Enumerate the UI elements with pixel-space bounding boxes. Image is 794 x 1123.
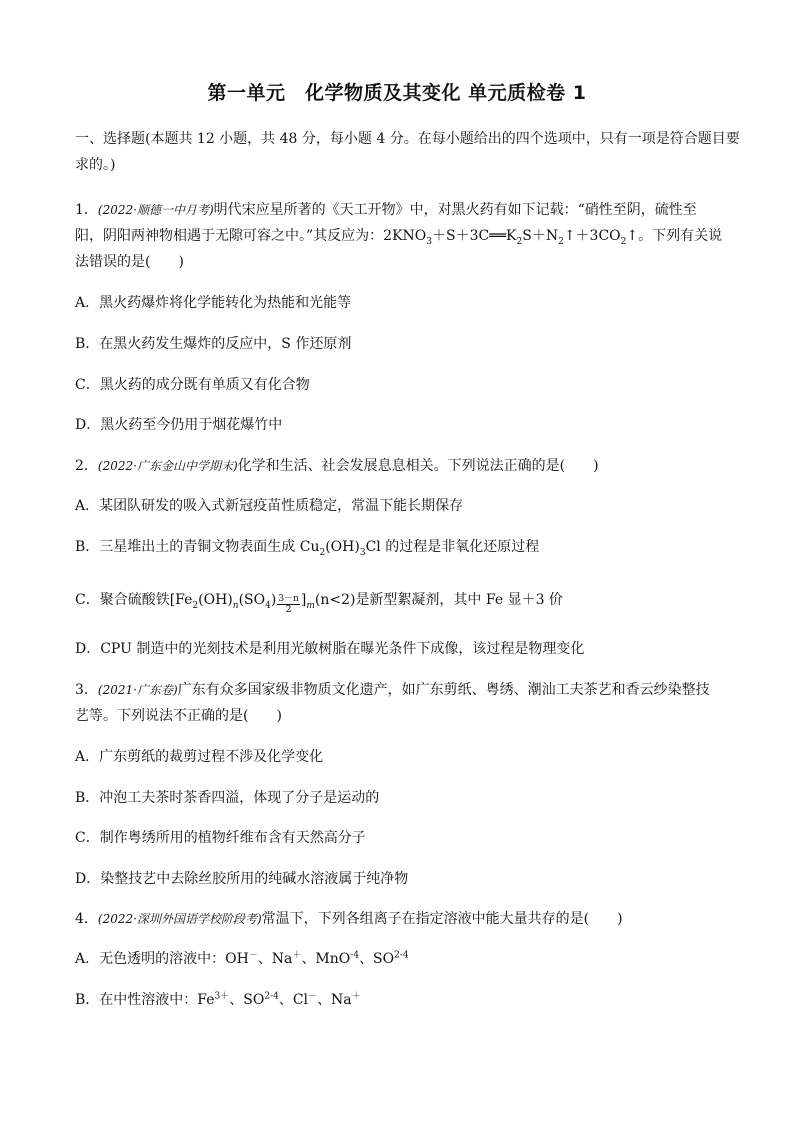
question-3-stem-line-2: 艺等。下列说法不正确的是( ): [75, 708, 282, 724]
question-source: (2022·深圳外国语学校阶段考): [97, 912, 262, 926]
superscript: ＋: [351, 991, 361, 1002]
question-text: 化学和生活、社会发展息息相关。下列说法正确的是( ): [237, 458, 599, 474]
superscript: 2-4: [394, 950, 409, 961]
subscript: 3: [426, 236, 432, 247]
question-number: 4．: [75, 911, 98, 927]
question-text: 广东有众多国家级非物质文化遗产，如广东剪纸、粤绣、潮汕工夫茶艺和香云纱染整技: [177, 682, 710, 698]
question-3-option-d: D．染整技艺中去除丝胶所用的纯碱水溶液属于纯净物: [75, 871, 409, 887]
subscript: 2: [516, 236, 523, 247]
subscript: 3: [359, 547, 366, 558]
fraction-denominator: 2: [285, 605, 292, 615]
option-text: (OH): [325, 539, 360, 555]
option-text: 、SO: [359, 951, 395, 967]
option-text: A．无色透明的溶液中：OH: [75, 951, 249, 967]
option-text: ): [270, 592, 277, 608]
question-number: 2．: [75, 458, 98, 474]
question-text: ↑。下列有关说: [626, 228, 723, 244]
question-2-option-c: [75, 588, 723, 615]
option-text: B．三星堆出土的青铜文物表面生成 Cu: [75, 539, 320, 555]
option-text: 、MnO: [301, 951, 351, 967]
question-4-option-b: [75, 988, 723, 1012]
question-text: 明代宋应星所著的《天工开物》中，对黑火药有如下记载：“硝性至阴，硫性至: [213, 202, 697, 218]
question-text: ↑＋3CO: [563, 228, 621, 244]
superscript: 2-4: [264, 991, 279, 1002]
fraction: [277, 594, 300, 615]
question-source: (2022·顺德一中月考): [97, 203, 214, 217]
section-intro-line-2: 求的。): [75, 157, 116, 173]
question-number: 3．: [75, 682, 98, 698]
question-1-stem-line-1: [75, 198, 723, 222]
question-1-option-a: A．黑火药爆炸将化学能转化为热能和光能等: [75, 295, 352, 311]
question-2-stem: [75, 454, 723, 478]
section-intro-line-1: 一、选择题(本题共 12 小题，共 48 分，每小题 4 分。在每小题给出的四个选项中，只有一项是符合题目要: [75, 131, 740, 147]
superscript: -4: [350, 950, 360, 961]
question-4-option-a: [75, 947, 723, 971]
superscript: ＋: [292, 950, 302, 961]
superscript: －: [248, 950, 258, 961]
subscript: n: [232, 600, 239, 611]
question-3-option-b: B．冲泡工夫茶时茶香四溢，体现了分子是运动的: [75, 790, 380, 806]
subscript: 4: [265, 600, 271, 611]
subscript: 2: [620, 236, 627, 247]
question-1-stem-line-3: 法错误的是( ): [75, 254, 184, 270]
superscript: －: [308, 991, 318, 1002]
superscript: 3＋: [214, 991, 230, 1002]
question-3-stem-line-1: [75, 678, 723, 702]
question-source: (2021·广东卷): [97, 683, 178, 697]
question-2-option-a: A．某团队研发的吸入式新冠疫苗性质稳定，常温下能长期保存: [75, 498, 464, 514]
question-number: 1．: [75, 202, 98, 218]
question-2-option-b: [75, 535, 723, 559]
option-text: Cl 的过程是非氧化还原过程: [365, 539, 540, 555]
question-1-option-d: D．黑火药至今仍用于烟花爆竹中: [75, 417, 283, 433]
option-text: B．在中性溶液中：Fe: [75, 992, 215, 1008]
option-text: (n<2)是新型絮凝剂，其中 Fe 显＋3 价: [314, 592, 563, 608]
subscript: 2: [192, 600, 199, 611]
option-text: 、SO: [229, 992, 265, 1008]
question-2-option-d: D．CPU 制造中的光刻技术是利用光敏树脂在曝光条件下成像，该过程是物理变化: [75, 641, 585, 657]
question-1-option-b: B．在黑火药发生爆炸的反应中，S 作还原剂: [75, 336, 352, 352]
question-1-option-c: C．黑火药的成分既有单质又有化合物: [75, 377, 310, 393]
question-3-option-c: C．制作粤绣所用的植物纤维布含有天然高分子: [75, 830, 366, 846]
fraction-numerator: 3－n: [278, 594, 299, 604]
question-text: 阳，阴阳两神物相遇于无隙可容之中。”其反应为：2KNO: [75, 228, 427, 244]
question-3-option-a: A．广东剪纸的裁剪过程不涉及化学变化: [75, 749, 324, 765]
option-text: 、Na: [317, 992, 352, 1008]
subscript: 2: [319, 547, 326, 558]
option-text: 、Na: [257, 951, 293, 967]
option-text: ]: [300, 592, 307, 608]
question-source: (2022·广东金山中学期末): [97, 459, 238, 473]
option-text: 、Cl: [278, 992, 309, 1008]
subscript: m: [306, 600, 315, 611]
question-text: 常温下，下列各组离子在指定溶液中能大量共存的是( ): [261, 911, 623, 927]
option-text: (OH): [198, 592, 233, 608]
question-4-stem: [75, 907, 723, 931]
question-text: ＋S＋3C══K: [431, 228, 517, 244]
option-text: (SO: [238, 592, 266, 608]
question-1-stem-line-2: [75, 224, 723, 248]
question-text: S＋N: [522, 228, 559, 244]
page-title: 第一单元 化学物质及其变化 单元质检卷 1: [207, 82, 587, 104]
option-text: C．聚合硫酸铁[Fe: [75, 592, 193, 608]
subscript: 2: [558, 236, 564, 247]
